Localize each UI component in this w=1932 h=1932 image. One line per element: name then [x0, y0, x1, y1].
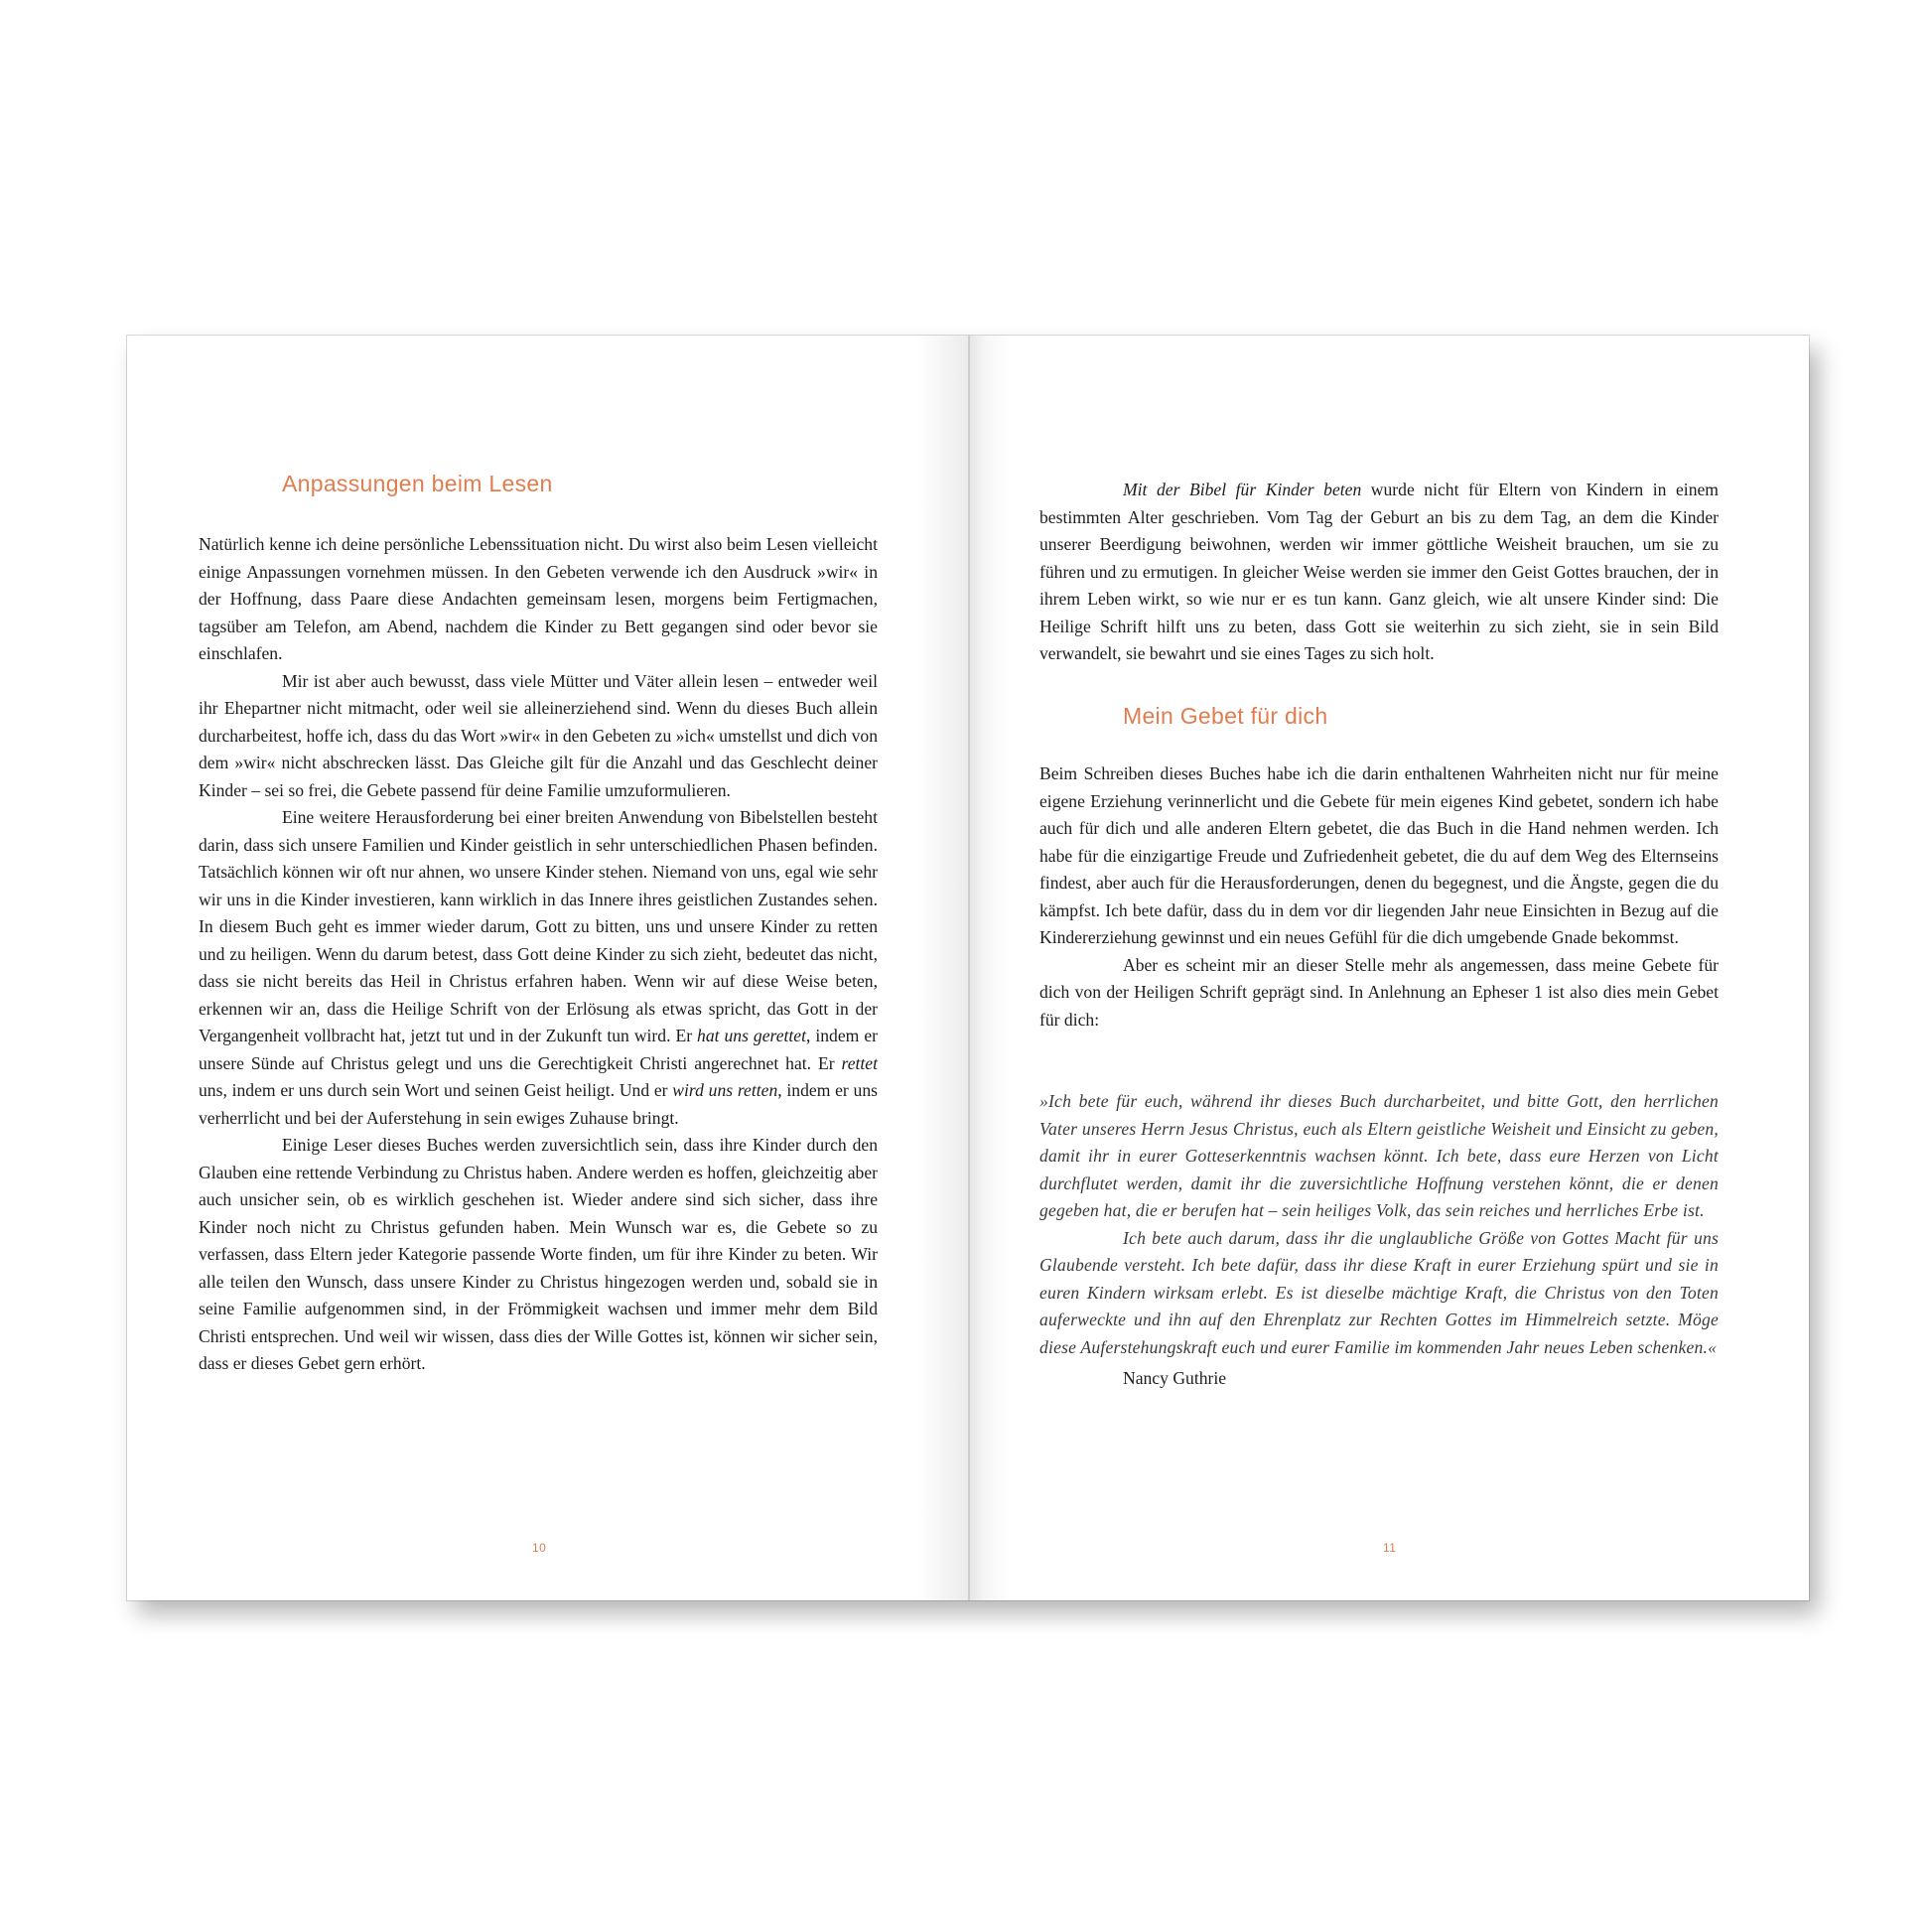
- page-number-right: 11: [1383, 1541, 1397, 1555]
- right-page: [968, 336, 1809, 1600]
- left-paragraph-3-text-a: Eine weitere Herausforderung bei einer breiten Anwendung von Bibelstellen besteht darin, dass sich unsere Familien und Kinder geistlich in sehr unterschiedlichen Phasen befinden. Tatsächlich können wir oft nur ahnen, wo unsere Kinder stehen. Niemand von uns, egal wie sehr wir uns in die Kinder investieren, kann wirklich in das Innere ihres geistlichen Zustandes sehen. In diesem Buch geht es immer wieder darum, Gott zu bitten, uns und unsere Kinder zu retten und zu heiligen. Wenn du darum betest, dass Gott deine Kinder zu sich zieht, bedeutet das nicht, dass sie nicht bereits das Heil in Christus erfahren haben. Wenn wir auf diese Weise beten, erkennen wir an, dass die Heilige Schrift von der Erlösung als etwas spricht, das Gott in der Vergangenheit vollbracht hat, jetzt tut und in der Zukunft tun wird. Er: [199, 807, 878, 1045]
- right-intro-paragraph: [1039, 477, 1719, 668]
- page-number-left: 10: [532, 1541, 547, 1555]
- left-paragraph-2: Mir ist aber auch bewusst, dass viele Mütter und Väter allein lesen – entweder weil ihr Ehepartner nicht mitmacht, oder weil sie alleinerziehend sind. Wenn du dieses Buch allein durcharbeitest, hoffe ich, dass du das Wort »wir« in den Gebeten zu »ich« umstellst und dich von dem »wir« nicht abschrecken lässt. Das Gleiche gilt für die Anzahl und das Geschlecht deiner Kinder – sei so frei, die Gebete passend für deine Familie umzuformulieren.: [199, 670, 878, 800]
- book-title-italic: Mit der Bibel für Kinder beten: [1123, 480, 1362, 499]
- quote-paragraph-1: »Ich bete für euch, während ihr dieses Buch durcharbeitet, und bitte Gott, den herrlichen Vater unseres Herrn Jesus Christus, euch als Eltern geistliche Weisheit und Einsicht zu geben, damit ihr in eurer Gotteserkenntnis wachsen könnt. Ich bete, dass eure Herzen von Licht durchflutet werden, damit ihr die zuversichtliche Hoffnung verstehen könnt, die er denen gegeben hat, die er berufen hat – sein heiliges Volk, das sein reiches und herrliches Erbe ist.: [1039, 1091, 1719, 1220]
- left-paragraph-3-text-d: , indem er uns verherrlicht und bei der Auferstehung in sein ewiges Zuhause bringt.: [199, 1080, 878, 1128]
- left-paragraph-1: Natürlich kenne ich deine persönliche Lebenssituation nicht. Du wirst also beim Lesen vielleicht einige Anpassungen vornehmen müssen. In den Gebeten verwende ich den Ausdruck »wir« in der Hoffnung, dass Paare diese Andachten gemeinsam lesen, morgens beim Fertigmachen, tagsüber am Telefon, am Abend, nachdem die Kinder zu Bett gegangen sind oder bevor sie einschlafen.: [199, 534, 878, 663]
- left-paragraph-3-text-c: uns, indem er uns durch sein Wort und seinen Geist heiligt. Und er: [199, 1080, 668, 1100]
- right-paragraph-1: Beim Schreiben dieses Buches habe ich die darin enthaltenen Wahrheiten nicht nur für meine eigene Erziehung verinnerlicht und die Gebete für mein eigenes Kind gebetet, sondern ich habe auch für dich und alle anderen Eltern gebetet, die das Buch in die Hand nehmen werden. Ich habe für die einzigartige Freude und Zufriedenheit gebetet, die du auf dem Weg des Elternseins findest, aber auch für die Herausforderungen, denen du begegnest, und die Ängste, gegen die du kämpfst. Ich bete dafür, dass du in dem vor dir liegenden Jahr neue Einsichten in Bezug auf die Kindererziehung gewinnst und ein neues Gefühl für die dich umgebende Gnade bekommst.: [1039, 763, 1719, 947]
- right-body: [1039, 760, 1719, 1034]
- left-body: [199, 531, 878, 1378]
- left-heading: Anpassungen beim Lesen: [282, 471, 553, 496]
- left-page: [127, 336, 968, 1600]
- right-intro: [1039, 477, 1719, 668]
- left-italic-rettet: rettet: [841, 1052, 878, 1073]
- author-signature: Nancy Guthrie: [1123, 1368, 1227, 1388]
- left-paragraph-4: Einige Leser dieses Buches werden zuversichtlich sein, dass ihre Kinder durch den Glauben eine rettende Verbindung zu Christus haben. Andere werden es hoffen, gleichzeitig aber auch unsicher sein, ob es wirklich geschehen ist. Wieder andere sind sich sicher, dass ihre Kinder noch nicht zu Christus gefunden haben. Mein Wunsch war es, die Gebete so zu verfassen, dass Eltern jeder Kategorie passende Worte finden, um für ihre Kinder zu beten. Wir alle teilen den Wunsch, dass unsere Kinder zu Christus hingezogen werden und, sobald sie in seine Familie aufgenommen sind, in der Frömmigkeit wachsen und immer mehr dem Bild Christi entsprechen. Und weil wir wissen, dass dies der Wille Gottes ist, können wir sicher sein, dass er dieses Gebet gern erhört.: [199, 1135, 878, 1373]
- prayer-quote: [1039, 1088, 1719, 1361]
- book-spread: [127, 336, 1809, 1600]
- right-heading: Mein Gebet für dich: [1123, 703, 1328, 729]
- right-paragraph-2: Aber es scheint mir an dieser Stelle mehr als angemessen, dass meine Gebete für dich von der Heiligen Schrift geprägt sind. In Anlehnung an Epheser 1 ist also dies mein Gebet für dich:: [1039, 954, 1719, 1030]
- left-italic-hat-uns-gerettet: hat uns gerettet: [697, 1026, 806, 1045]
- left-paragraph-3: [199, 804, 878, 1132]
- quote-paragraph-2: Ich bete auch darum, dass ihr die unglaubliche Größe von Gottes Macht für uns Glaubende versteht. Ich bete dafür, dass ihr diese Kraft in eurer Erziehung spürt und sie in euren Kindern wirksam erlebt. Es ist dieselbe mächtige Kraft, die Christus von den Toten auferweckte und ihn auf den Ehrenplatz zur Rechten Gottes im Himmelreich setzte. Möge diese Auferstehungskraft euch und eurer Familie im kommenden Jahr neues Leben schenken.«: [1039, 1227, 1719, 1357]
- right-intro-text: wurde nicht für Eltern von Kindern in einem bestimmten Alter geschrieben. Vom Tag der Geburt an bis zu dem Tag, an dem die Kinder unserer Beerdigung beiwohnen, werden wir immer göttliche Weisheit brauchen, um sie zu führen und zu ermutigen. In gleicher Weise werden sie immer den Geist Gottes brauchen, der in ihrem Leben wirkt, so wie nur er es tun kann. Ganz gleich, wie alt unsere Kinder sind: Die Heilige Schrift hilft uns zu beten, dass Gott sie weiterhin zu sich zieht, sie in sein Bild verwandelt, sie bewahrt und sie eines Tages zu sich holt.: [1039, 480, 1719, 663]
- left-paragraph-3-text-b: , indem er unsere Sünde auf Christus gelegt und uns die Gerechtigkeit Christi angerechnet hat. Er: [199, 1026, 878, 1073]
- left-italic-wird-uns-retten: wird uns retten: [672, 1080, 778, 1100]
